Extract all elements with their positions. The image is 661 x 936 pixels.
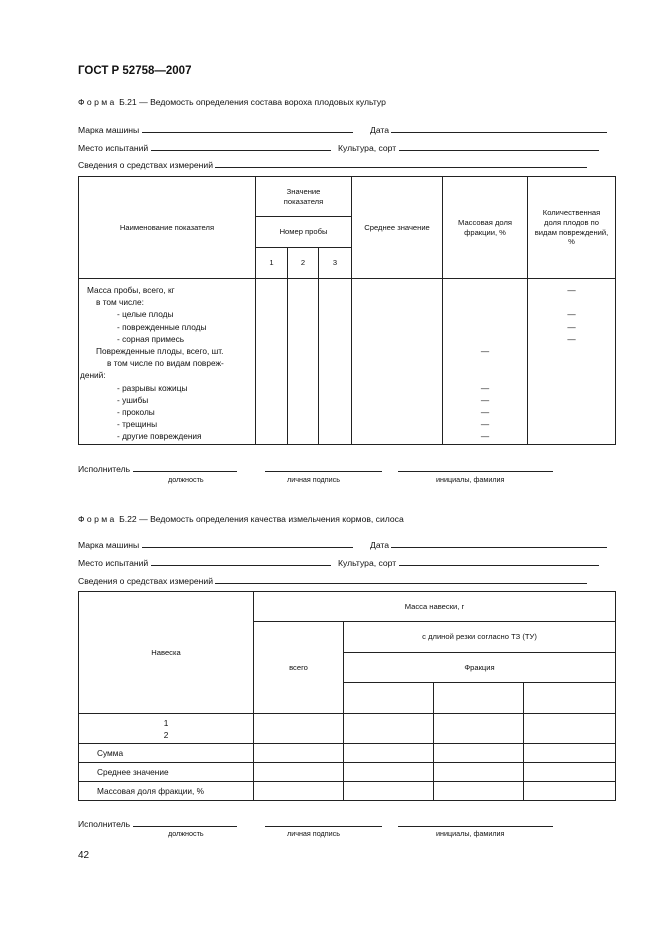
culture-field[interactable] xyxy=(399,556,599,566)
mass-cell: — xyxy=(480,382,490,393)
col-sample-header: Навеска xyxy=(79,592,254,714)
row-sum-label: Сумма xyxy=(79,744,254,763)
sample-no-3: 3 xyxy=(319,248,352,279)
dmg-cell: — xyxy=(567,321,576,332)
machine-brand-field[interactable] xyxy=(142,538,353,548)
cell[interactable] xyxy=(524,782,616,801)
test-place-line xyxy=(78,141,331,153)
row-label: Поврежденные плоды, всего, шт. xyxy=(96,346,224,357)
instruments-label: Сведения о средствах измерений xyxy=(78,576,213,586)
date-label: Дата xyxy=(370,540,390,550)
cell[interactable] xyxy=(524,763,616,782)
test-place-field[interactable] xyxy=(151,141,331,151)
mass-cell: — xyxy=(480,419,490,430)
row-label: Масса пробы, всего, кг xyxy=(87,285,175,295)
mass-cell xyxy=(443,357,527,369)
row-label: - поврежденные плоды xyxy=(117,321,207,332)
cell[interactable] xyxy=(344,744,434,763)
cell[interactable] xyxy=(344,763,434,782)
col-mean-header: Среднее значение xyxy=(352,177,443,279)
col-sample-no-header: Номер пробы xyxy=(256,217,352,248)
signature-caption: личная подпись xyxy=(287,475,340,484)
executor-name-field[interactable] xyxy=(398,817,553,827)
page-number: 42 xyxy=(78,850,90,861)
dmg-cell: — xyxy=(567,285,576,295)
machine-brand-field[interactable] xyxy=(142,123,353,133)
test-place-line xyxy=(78,556,331,568)
form-caption-prefix: Ф о р м а xyxy=(78,514,115,524)
feed-grinding-table xyxy=(78,591,616,801)
culture-field[interactable] xyxy=(399,141,599,151)
document-code: ГОСТ Р 52758—2007 xyxy=(78,65,192,77)
col-total-header: всего xyxy=(254,622,344,714)
mass-cell xyxy=(443,321,527,333)
instruments-line xyxy=(78,574,587,586)
mass-cell xyxy=(443,369,527,381)
machine-brand-label: Марка машины xyxy=(78,125,140,135)
col-damage-share-header: Количественная доля плодов по видам повреждений, % xyxy=(528,177,616,279)
dmg-cell xyxy=(528,357,615,369)
row-label: - целые плоды xyxy=(117,309,174,320)
machine-brand-label: Марка машины xyxy=(78,540,140,550)
cell[interactable] xyxy=(344,782,434,801)
position-caption: должность xyxy=(168,475,204,484)
row-label: в том числе по видам повреж- xyxy=(107,358,224,369)
mass-cell: — xyxy=(480,431,490,442)
dmg-cell xyxy=(528,369,615,381)
culture-line xyxy=(338,556,599,568)
indicator-list xyxy=(79,279,256,445)
machine-brand-line xyxy=(78,538,353,550)
executor-signature-field[interactable] xyxy=(265,817,382,827)
form-caption-prefix: Ф о р м а xyxy=(78,97,115,107)
cell[interactable] xyxy=(344,714,434,744)
cell[interactable] xyxy=(434,782,524,801)
row-label: - ушибы xyxy=(117,394,149,405)
row-label: - разрывы кожицы xyxy=(117,382,188,393)
cell[interactable] xyxy=(524,714,616,744)
signature-caption: личная подпись xyxy=(287,829,340,838)
dmg-cell xyxy=(528,418,615,430)
dmg-cell xyxy=(528,430,615,442)
executor-line xyxy=(78,462,237,474)
sample-no: 1 xyxy=(163,717,169,728)
mass-cell: — xyxy=(480,346,490,357)
col-fraction-header: Фракция xyxy=(344,653,616,683)
date-line xyxy=(370,538,607,550)
fruit-composition-table xyxy=(78,176,616,445)
mass-cell xyxy=(443,333,527,345)
cell[interactable] xyxy=(434,744,524,763)
col-mass-share-header: Массовая доля фракции, % xyxy=(443,177,528,279)
culture-label: Культура, сорт xyxy=(338,558,397,568)
cell[interactable] xyxy=(254,744,344,763)
cell[interactable] xyxy=(254,714,344,744)
sample-3-column xyxy=(319,279,352,445)
test-place-label: Место испытаний xyxy=(78,558,149,568)
fraction-col-2 xyxy=(434,683,524,714)
executor-signature-field[interactable] xyxy=(265,462,382,472)
machine-brand-line xyxy=(78,123,353,135)
instruments-line xyxy=(78,158,587,170)
mass-cell xyxy=(443,308,527,320)
col-mass-header: Масса навески, г xyxy=(254,592,616,622)
cell[interactable] xyxy=(434,714,524,744)
cell[interactable] xyxy=(254,763,344,782)
dmg-cell xyxy=(528,394,615,406)
dmg-cell xyxy=(528,296,615,308)
mean-column xyxy=(352,279,443,445)
form-caption xyxy=(78,97,386,107)
dmg-cell: — xyxy=(567,333,576,344)
sample-no-2: 2 xyxy=(288,248,319,279)
col-cut-length-header: с длиной резки согласно ТЗ (ТУ) xyxy=(344,622,616,653)
mass-cell: — xyxy=(480,407,490,418)
dmg-cell xyxy=(528,382,615,394)
col-values-header: Значение показателя xyxy=(256,177,352,217)
sample-2-column xyxy=(288,279,319,445)
form-caption-text: Б.21 — Ведомость определения состава вороха плодовых культур xyxy=(119,97,386,107)
test-place-label: Место испытаний xyxy=(78,143,149,153)
instruments-field[interactable] xyxy=(215,574,587,584)
date-line xyxy=(370,123,607,135)
test-place-field[interactable] xyxy=(151,556,331,566)
fraction-col-1 xyxy=(344,683,434,714)
sample-1-column xyxy=(256,279,288,445)
executor-label: Исполнитель xyxy=(78,819,131,829)
form-caption xyxy=(78,514,404,524)
row-label: - сорная примесь xyxy=(117,333,185,344)
executor-line xyxy=(78,817,237,829)
fraction-col-3 xyxy=(524,683,616,714)
form-caption-text: Б.22 — Ведомость определения качества измельчения кормов, силоса xyxy=(119,514,404,524)
date-field[interactable] xyxy=(391,538,607,548)
row-label: в том числе: xyxy=(96,297,144,308)
date-field[interactable] xyxy=(391,123,607,133)
row-mean-label: Среднее значение xyxy=(79,763,254,782)
mass-cell xyxy=(443,296,527,308)
row-label: дений: xyxy=(80,370,106,381)
position-caption: должность xyxy=(168,829,204,838)
executor-position-field[interactable] xyxy=(133,817,237,827)
executor-name-field[interactable] xyxy=(398,462,553,472)
cell[interactable] xyxy=(434,763,524,782)
row-label: - трещины xyxy=(117,419,158,430)
executor-position-field[interactable] xyxy=(133,462,237,472)
dmg-cell xyxy=(528,345,615,357)
culture-line xyxy=(338,141,599,153)
mass-cell xyxy=(443,284,527,296)
executor-label: Исполнитель xyxy=(78,464,131,474)
sample-no: 2 xyxy=(163,729,169,740)
mass-share-column xyxy=(443,279,528,445)
row-label: - проколы xyxy=(117,407,155,418)
row-share-label: Массовая доля фракции, % xyxy=(79,782,254,801)
damage-share-column xyxy=(528,279,616,445)
dmg-cell xyxy=(528,406,615,418)
mass-cell: — xyxy=(480,394,490,405)
name-caption: инициалы, фамилия xyxy=(436,829,505,838)
culture-label: Культура, сорт xyxy=(338,143,397,153)
instruments-field[interactable] xyxy=(215,158,587,168)
cell[interactable] xyxy=(254,782,344,801)
row-label: - другие повреждения xyxy=(117,431,202,442)
instruments-label: Сведения о средствах измерений xyxy=(78,160,213,170)
dmg-cell: — xyxy=(567,309,576,320)
cell[interactable] xyxy=(524,744,616,763)
name-caption: инициалы, фамилия xyxy=(436,475,505,484)
sample-no-1: 1 xyxy=(256,248,288,279)
date-label: Дата xyxy=(370,125,390,135)
col-indicator-header: Наименование показателя xyxy=(79,177,256,279)
sample-numbers-cell xyxy=(79,714,254,744)
